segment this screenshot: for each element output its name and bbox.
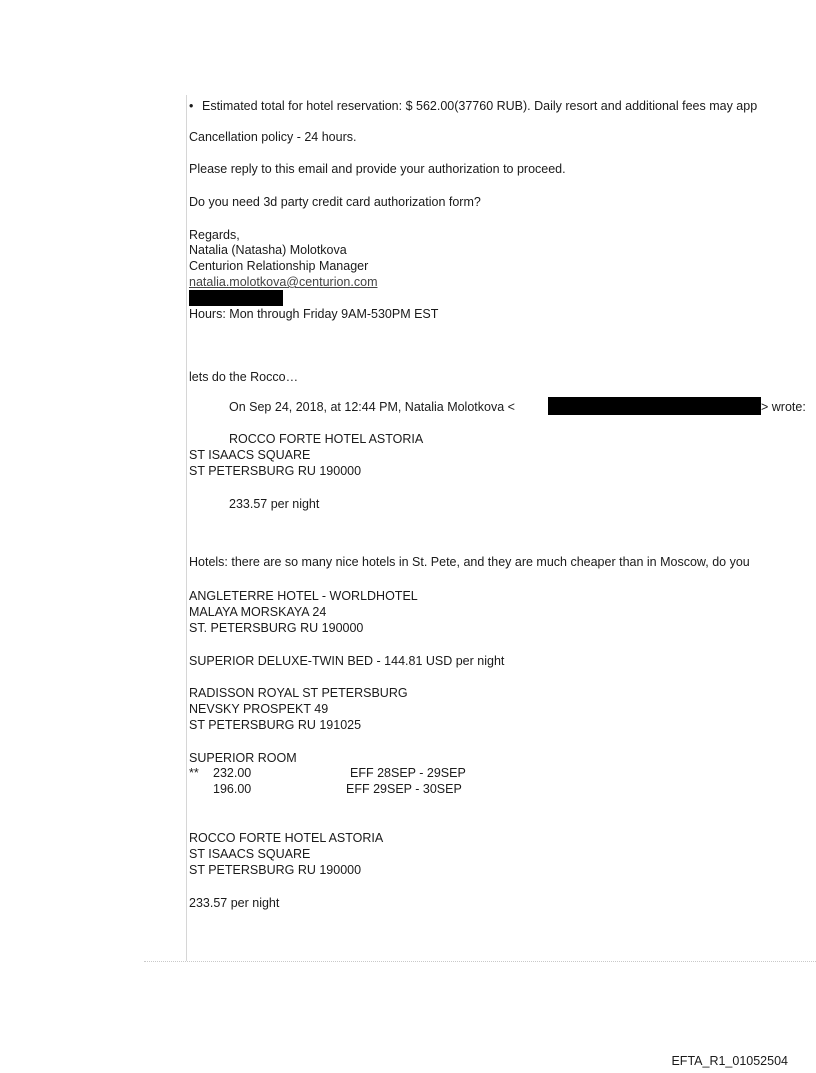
radisson-rate1-amount: 232.00 (213, 766, 252, 780)
authorization-question: Do you need 3d party credit card authorization form? (189, 195, 481, 209)
estimate-line: Estimated total for hotel reservation: $ 562.00(37760 RUB). Daily resort and additional fees may app (202, 99, 758, 113)
quoted-hotel-address1: ST ISAACS SQUARE (189, 448, 311, 462)
hotels-intro: Hotels: there are so many nice hotels in St. Pete, and they are much cheaper than in Moscow, do you (189, 555, 750, 569)
angleterre-name: ANGLETERRE HOTEL - WORLDHOTEL (189, 589, 418, 603)
signature-regards: Regards, (189, 228, 240, 242)
radisson-rate1-dates: EFF 28SEP - 29SEP (350, 766, 466, 780)
quote-border (186, 95, 187, 961)
radisson-rate2-dates: EFF 29SEP - 30SEP (346, 782, 462, 796)
quoted-hotel-name: ROCCO FORTE HOTEL ASTORIA (229, 432, 424, 446)
signature-name: Natalia (Natasha) Molotkova (189, 243, 347, 257)
radisson-room: SUPERIOR ROOM (189, 751, 297, 765)
document-id: EFTA_R1_01052504 (671, 1054, 788, 1068)
signature-email-link[interactable]: natalia.molotkova@centurion.com (189, 275, 378, 289)
angleterre-address2: ST. PETERSBURG RU 190000 (189, 621, 364, 635)
radisson-rate2-amount: 196.00 (213, 782, 252, 796)
quoted-hotel-address2: ST PETERSBURG RU 190000 (189, 464, 362, 478)
quote-header-prefix: On Sep 24, 2018, at 12:44 PM, Natalia Molotkova < (229, 400, 515, 414)
angleterre-room: SUPERIOR DELUXE-TWIN BED - 144.81 USD per night (189, 654, 505, 668)
reply-request: Please reply to this email and provide your authorization to proceed. (189, 162, 566, 176)
angleterre-address1: MALAYA MORSKAYA 24 (189, 605, 327, 619)
astoria-address1: ST ISAACS SQUARE (189, 847, 311, 861)
astoria-rate: 233.57 per night (189, 896, 280, 910)
radisson-address2: ST PETERSBURG RU 191025 (189, 718, 362, 732)
estimate-bullet: • (189, 99, 194, 113)
radisson-name: RADISSON ROYAL ST PETERSBURG (189, 686, 408, 700)
signature-title: Centurion Relationship Manager (189, 259, 369, 273)
radisson-address1: NEVSKY PROSPEKT 49 (189, 702, 329, 716)
quote-header-suffix: > wrote: (761, 400, 806, 414)
reply-text: lets do the Rocco… (189, 370, 299, 384)
cancellation-policy: Cancellation policy - 24 hours. (189, 130, 357, 144)
redaction-box (548, 397, 761, 415)
signature-hours: Hours: Mon through Friday 9AM-530PM EST (189, 307, 439, 321)
redaction-box (189, 290, 283, 306)
astoria-name: ROCCO FORTE HOTEL ASTORIA (189, 831, 384, 845)
astoria-address2: ST PETERSBURG RU 190000 (189, 863, 362, 877)
quoted-hotel-rate: 233.57 per night (229, 497, 320, 511)
radisson-rate1-marker: ** (189, 766, 199, 780)
